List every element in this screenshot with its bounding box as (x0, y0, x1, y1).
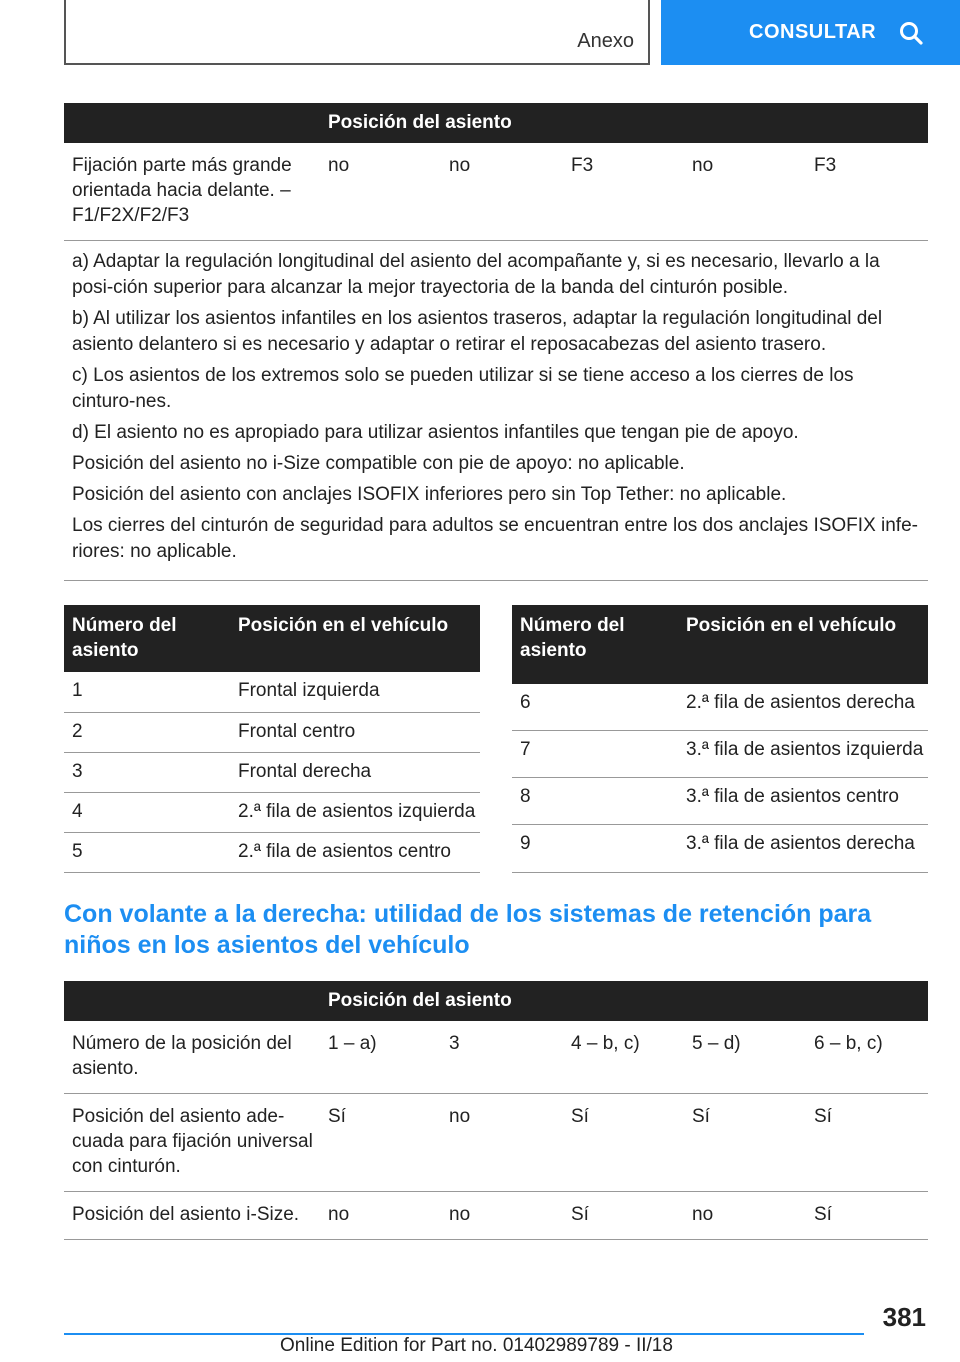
table-heading: Posición del asiento (64, 981, 928, 1021)
seat-number: 6 (512, 684, 678, 731)
table-row (512, 731, 928, 778)
table-row (64, 832, 480, 872)
table-row (64, 712, 480, 752)
cell-value: no (441, 1191, 563, 1239)
page-number: 381 (882, 1302, 926, 1332)
cell-value: 1 – a) (320, 1021, 441, 1094)
table-header (64, 981, 928, 1021)
column-header: Número del asiento (512, 605, 678, 684)
seat-number-tables (64, 605, 928, 873)
footnote: d) El asiento no es apropiado para utilizar asientos infantiles que tengan pie de apoyo. (72, 422, 799, 443)
cell-value: Sí (320, 1093, 441, 1191)
column-header: Posición en el vehículo (678, 605, 928, 684)
cell-value: Sí (806, 1093, 928, 1191)
column-header: Número del asiento (64, 605, 230, 672)
footer-edition: Online Edition for Part no. 01402989789 - II/18 (280, 1335, 673, 1356)
table-row (512, 825, 928, 872)
row-label: Posición del asiento i-Size. (64, 1191, 320, 1239)
table-header (64, 103, 928, 143)
seat-number: 4 (64, 792, 230, 832)
cell-value: no (320, 1191, 441, 1239)
cell-value: 3 (441, 1021, 563, 1094)
table-row (64, 1093, 928, 1191)
cell-value: F3 (806, 143, 928, 241)
search-icon (898, 20, 924, 46)
seat-number: 2 (64, 712, 230, 752)
cell-value: F3 (563, 143, 684, 241)
seat-position-table-bottom (64, 981, 928, 1240)
seat-number: 7 (512, 731, 678, 778)
seat-number-table-right (512, 605, 928, 873)
cell-value: no (684, 1191, 806, 1239)
seat-position: 3.ª fila de asientos derecha (678, 825, 928, 872)
row-label: Fijación parte más grande orientada hacia delante. – F1/F2X/F2/F3 (64, 143, 320, 241)
seat-position: Frontal centro (230, 712, 480, 752)
cell-value: Sí (806, 1191, 928, 1239)
cell-value: no (441, 1093, 563, 1191)
seat-position: 3.ª fila de asientos izquierda (678, 731, 928, 778)
seat-number: 3 (64, 752, 230, 792)
table-row (64, 792, 480, 832)
seat-position: 2.ª fila de asientos izquierda (230, 792, 480, 832)
footnotes (64, 241, 928, 581)
seat-position-table-top (64, 103, 928, 241)
seat-position: Frontal derecha (230, 752, 480, 792)
seat-number: 1 (64, 672, 230, 712)
section-tab[interactable] (64, 0, 650, 65)
cell-value: 6 – b, c) (806, 1021, 928, 1094)
seat-number-table-left (64, 605, 480, 873)
page-header (0, 0, 960, 66)
footnote: a) Adaptar la regulación longitudinal del asiento del acompañante y, si es necesario, llevarlo a la posi-ción superior para alcanzar la mejor trayectoria de la banda del cinturón posible. (72, 251, 880, 298)
footnote: Posición del asiento no i-Size compatible con pie de apoyo: no aplicable. (72, 453, 685, 474)
row-label: Número de la posición del asiento. (64, 1021, 320, 1094)
table-header (64, 605, 480, 672)
section-title: Con volante a la derecha: utilidad de los sistemas de retención para niños en los asientos del vehículo (64, 899, 872, 959)
table-row (64, 752, 480, 792)
table-row (64, 1191, 928, 1239)
footnote: Posición del asiento con anclajes ISOFIX inferiores pero sin Top Tether: no aplicable. (72, 484, 787, 505)
cell-value: Sí (563, 1191, 684, 1239)
table-header (512, 605, 928, 684)
table-row (64, 1021, 928, 1094)
seat-number: 5 (64, 832, 230, 872)
cell-value: no (441, 143, 563, 241)
cell-value: no (320, 143, 441, 241)
table-row (512, 684, 928, 731)
seat-position: 2.ª fila de asientos centro (230, 832, 480, 872)
cell-value: 4 – b, c) (563, 1021, 684, 1094)
table-row (512, 778, 928, 825)
cell-value: Sí (684, 1093, 806, 1191)
seat-position: 3.ª fila de asientos centro (678, 778, 928, 825)
footnote: b) Al utilizar los asientos infantiles en los asientos traseros, adaptar la regulación longitudinal del asiento delantero si es necesario y adaptar o retirar el reposacabezas del asiento trasero. (72, 308, 883, 355)
row-label: Posición del asiento ade-cuada para fijación universal con cinturón. (64, 1093, 320, 1191)
cell-value: no (684, 143, 806, 241)
consult-button-label: CONSULTAR (749, 21, 877, 43)
seat-position: Frontal izquierda (230, 672, 480, 712)
seat-position: 2.ª fila de asientos derecha (678, 684, 928, 731)
cell-value: Sí (563, 1093, 684, 1191)
table-heading: Posición del asiento (64, 103, 928, 143)
seat-number: 8 (512, 778, 678, 825)
table-row (64, 143, 928, 241)
page-content (64, 103, 928, 1240)
table-row (64, 672, 480, 712)
section-tab-label: Anexo (577, 30, 634, 52)
column-header: Posición en el vehículo (230, 605, 480, 672)
seat-number: 9 (512, 825, 678, 872)
consult-button[interactable] (661, 0, 960, 65)
footnote: Los cierres del cinturón de seguridad para adultos se encuentran entre los dos anclajes ISOFIX infe-riores: no aplicable. (72, 515, 918, 562)
footnote: c) Los asientos de los extremos solo se pueden utilizar si se tiene acceso a los cierres de los cinturo-nes. (72, 365, 854, 412)
cell-value: 5 – d) (684, 1021, 806, 1094)
